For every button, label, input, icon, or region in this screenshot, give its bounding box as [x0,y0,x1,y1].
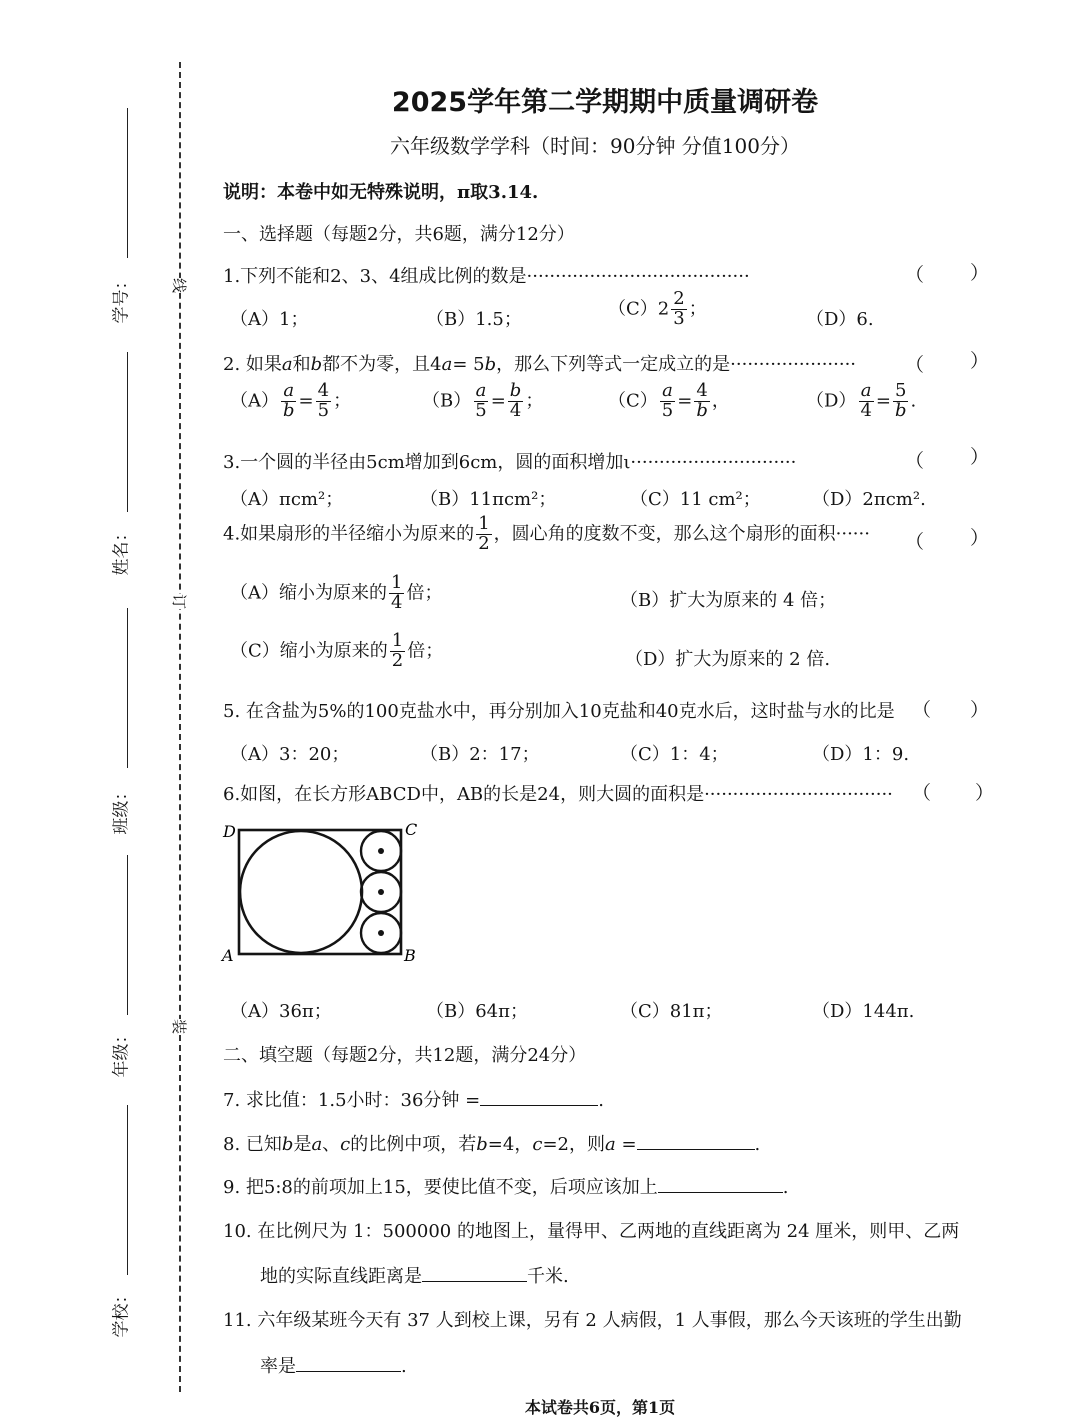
q4-option-b: （B）扩大为原来的 4 倍； [620,590,837,611]
q2-stem: 2. 如果a和b都不为零，且4a= 5b，那么下列等式一定成立的是······················ [223,354,857,375]
q11-line2: 率是 . [260,1352,407,1378]
q3-option-d: （D）2πcm². [812,489,926,510]
q5-option-a: （A）3：20； [230,744,350,765]
center-dot-bottom [378,930,384,936]
answer-paren-close: ） [970,262,990,284]
answer-paren-close: ） [970,446,990,468]
label-grade: 年级： [111,1026,132,1078]
q8-answer-blank[interactable] [637,1131,755,1150]
large-circle [240,831,362,953]
q1-stem: 1.下列不能和2、3、4组成比例的数是······································· [223,266,750,287]
q3-option-b: （B）11πcm²； [420,489,557,510]
q4-option-d: （D）扩大为原来的 2 倍. [625,649,831,670]
vertex-label-b: B [404,946,416,965]
answer-paren-open: （ [905,450,925,472]
q11-answer-blank[interactable] [296,1353,401,1372]
q3-option-c: （C）11 cm²； [630,489,761,510]
q1-option-d: （D）6. [806,309,874,330]
q5-stem: 5. 在含盐为5%的100克盐水中，再分别加入10克盐和40克水后，这时盐与水的比是 [223,701,895,722]
answer-paren-close: ） [970,699,990,721]
q6-figure [220,815,430,970]
q7: 7. 求比值：1.5小时：36分钟 = . [223,1086,604,1112]
answer-paren-open: （ [905,354,925,376]
exam-note: 说明：本卷中如无特殊说明，π取3.14. [223,182,539,203]
q2-option-d: （D） $\frac{a}{4}$ = $\frac{5}{b}$ . [806,380,917,421]
field-line-student-id-b [127,352,128,512]
binding-char-staple: 订 [166,594,193,609]
q6-option-a: （A）36π； [230,1001,332,1022]
answer-paren-close: ） [970,350,990,372]
q4-option-a: （A）缩小为原来的 $\frac{1}{4}$ 倍； [230,572,443,613]
q7-answer-blank[interactable] [480,1087,598,1106]
vertex-label-a: A [222,946,234,965]
label-school: 学校： [111,1286,132,1338]
answer-paren-close: ） [975,782,995,804]
answer-paren-open: （ [905,531,925,553]
q5-option-d: （D）1：9. [812,744,910,765]
binding-char-bind: 装 [166,1019,193,1034]
exam-title: 2025学年第二学期期中质量调研卷 [391,87,819,118]
rectangle-abcd [239,830,401,954]
section2-heading: 二、填空题（每题2分，共12题，满分24分） [223,1045,587,1066]
center-dot-top [378,848,384,854]
label-class: 班级： [111,783,132,835]
q9: 9. 把5:8的前项加上15，要使比值不变，后项应该加上 . [223,1173,789,1199]
section1-heading: 一、选择题（每题2分，共6题，满分12分） [223,224,575,245]
q6-option-d: （D）144π. [812,1001,915,1022]
answer-paren-open: （ [905,264,925,286]
binding-char-line: 线 [166,278,193,293]
q5-option-b: （B）2：17； [420,744,540,765]
q9-answer-blank[interactable] [658,1174,783,1193]
label-name: 姓名： [111,524,132,576]
q2-option-a: （A） $\frac{a}{b}$ = $\frac{4}{5}$ ； [230,380,352,421]
field-line-class [127,855,128,1015]
q10-answer-blank[interactable] [422,1263,527,1282]
q5-option-c: （C）1：4； [620,744,729,765]
q8: 8. 已知b是a、c的比例中项，若b=4，c=2，则a = . [223,1130,760,1156]
field-line-grade [127,1105,128,1275]
q4-stem: 4.如果扇形的半径缩小为原来的 $\frac{1}{2}$ ，圆心角的度数不变，那么这个扇形的面积······ [223,513,870,554]
q11-line1: 11. 六年级某班今天有 37 人到校上课，另有 2 人病假，1 人事假，那么今天该班的学生出勤 [223,1310,962,1331]
field-line-name [127,608,128,768]
answer-paren-open: （ [912,699,932,721]
q6-option-b: （B）64π； [426,1001,528,1022]
q1-c-prefix: （C）2 [608,298,670,320]
q10-line1: 10. 在比例尺为 1：500000 的地图上，量得甲、乙两地的直线距离为 24 厘米，则甲、乙两 [223,1221,960,1242]
vertex-label-d: D [223,822,236,841]
answer-paren-close: ） [970,527,990,549]
q4-option-c: （C）缩小为原来的 $\frac{1}{2}$ 倍； [230,630,444,671]
vertex-label-c: C [405,820,418,839]
exam-subtitle: 六年级数学学科（时间：90分钟 分值100分） [390,134,800,158]
binding-dashed-line [179,62,181,1392]
label-student-id: 学号： [111,272,132,324]
answer-paren-open: （ [912,782,932,804]
q2-option-b: （B） $\frac{a}{5}$ = $\frac{b}{4}$ ； [422,380,544,421]
center-dot-middle [378,889,384,895]
page-footer: 本试卷共6页，第1页 [524,1398,676,1417]
q6-option-c: （C）81π； [620,1001,723,1022]
q1-option-b: （B）1.5； [426,309,522,330]
q1-option-c: （C）2 $\frac{2}{3}$ ； [608,288,707,329]
q1-option-a: （A）1； [230,309,309,330]
q1-c-fraction: $\frac{2}{3}$ [673,288,685,329]
q6-stem: 6.如图，在长方形ABCD中，AB的长是24，则大圆的面积是································· [223,784,893,805]
q10-line2: 地的实际直线距离是 千米. [260,1262,569,1288]
q3-stem: 3.一个圆的半径由5cm增加到6cm，圆的面积增加ι····························· [223,452,797,473]
q3-option-a: （A）πcm²； [230,489,344,510]
q2-option-c: （C） $\frac{a}{5}$ = $\frac{4}{b}$ ， [608,380,730,421]
